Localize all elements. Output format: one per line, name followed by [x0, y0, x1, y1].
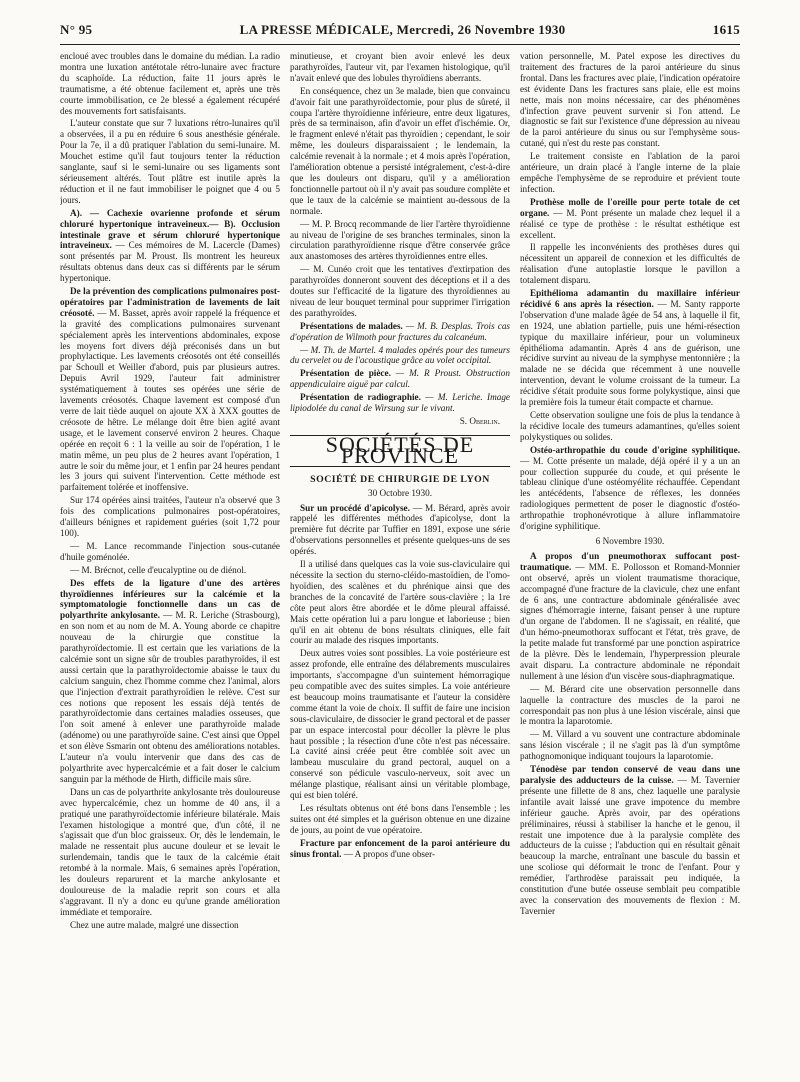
paragraph-heading: Epithélioma adamantin du maxillaire inférieur récidivé 6 ans après la résection.: [520, 288, 740, 309]
paragraph: [60, 208, 280, 284]
paragraph: L'auteur constate que sur 7 luxations rétro-lunaires qu'il a observées, il a pu en réduire 6 sous anesthésie générale. Pour la 7e, il a dû pratiquer l'ablation du semi-lunaire. M. Mouchet estime qu'il faut toujours tenter la réduction sanglante, sauf si le semi-lunaire ou ses ligaments sont sérieusement altérés. Tout plâtre est inutile après la réduction et il ne faut immobiliser le poignet que 4 ou 5 jours.: [60, 118, 280, 205]
paragraph: [290, 838, 510, 860]
paragraph: [520, 197, 740, 241]
paragraph: [520, 764, 740, 917]
paragraph-body: — M. Leriche. Image lipiodolée du canal de Wirsung sur le vivant.: [290, 392, 510, 414]
society-title: SOCIÉTÉ DE CHIRURGIE DE LYON: [310, 473, 490, 485]
paragraph: [60, 578, 280, 785]
paragraph-body: — M. B. Desplas. Trois cas d'opération de Wilmoth pour fractures du calcanéum.: [290, 320, 510, 342]
paragraph: Les résultats obtenus ont été bons dans l'ensemble ; les suites ont été simples et la guérison obtenue en une dizaine de jours, au point de vue opératoire.: [290, 803, 510, 835]
paragraph-heading: De la prévention des complications pulmonaires post-opératoires par l'administration de lavements de lait créosoté.: [60, 286, 280, 318]
paragraph: [520, 288, 740, 408]
paragraph: — M. Bérard cite une observation personnelle dans laquelle la contracture des muscles de la paroi ne correspondait pas non plus à une lésion viscérale, ainsi que le montra la laparotomie.: [520, 683, 740, 727]
paragraph-heading: Fracture par enfoncement de la paroi antérieure du sinus frontal.: [290, 837, 510, 859]
paragraph: Chez une autre malade, malgré une dissection: [70, 919, 239, 930]
paragraph: Il a utilisé dans quelques cas la voie sus-claviculaire qui nécessite la section du sterno-cléido-mastoïdien, de l'omo-hyoïdien, des scalènes et du phrénique ainsi que des branches de la concavité de l'artère sous-clavière ; la 1re côte peut alors être abordée et le dôme pleural affaissé. Mais cette opération lui a paru longue et laborieuse ; bien qu'il en ait obtenu de bons résultats cliniques, elle fait courir au malade des risques importants.: [290, 559, 510, 646]
paragraph: vation personnelle, M. Patel expose les directives du traitement des fractures de la paroi antérieure du sinus frontal. Dans les fractures avec plaie, l'indication opératoire est évidente Dans les fractures sans plaie, elle est moins nette, mais non moins nécessaire, car des phénomènes d'infection grave peuvent survenir si l'on attend. Le diagnostic se fait sur l'existence d'une dépression au niveau de la paroi antérieure du sinus ou sur l'emphysème sous-cutané, qui n'est du reste pas constant.: [520, 51, 740, 149]
paragraph: [520, 445, 740, 532]
paragraph-heading: Prothèse molle de l'oreille pour perte totale de cet organe.: [520, 196, 740, 218]
paragraph: — M. Villard a vu souvent une contracture abdominale sans lésion viscérale ; il ne s'agit pas là d'un symptôme pathognomonique indiquant toujours la laparotomie.: [520, 729, 740, 762]
paragraph: [290, 321, 510, 343]
paragraph: Il rappelle les inconvénients des prothèses dures qui nécessitent un appareil de connexion et les difficultés de réalisation d'une autoplastie lorsque le pavillon a totalement disparu.: [520, 242, 740, 286]
paragraph: encloué avec troubles dans le domaine du médian. La radio montra une luxation antétotale rétro-lunaire avec fracture du scaphoïde. La réduction, faite 11 jours après le traumatisme, a été obtenue facilement et, après une très courte immobilisation, ce 2e blessé a également récupéré des mouvements fort satisfaisants.: [60, 51, 280, 116]
running-head: [60, 22, 740, 45]
paragraph-body: — Ces mémoires de M. Lacercle (Dames) sont présentés par M. Proust. Ils montrent les heureux résultats obtenus dans deux cas si différents par le sérum hypertonique.: [60, 240, 280, 284]
author-signature: S. Oberlin.: [459, 416, 500, 426]
paragraph: Le traitement consiste en l'ablation de la paroi antérieure, un drain placé à l'angle interne de la plaie empêche l'emphysème de se reproduire et prévient toute infection.: [520, 151, 740, 194]
paragraph: [290, 345, 510, 367]
paragraph: Sur 174 opérées ainsi traitées, l'auteur n'a observé que 3 fois des complications pulmonaires post-opératoires, d'ailleurs bénignes et rapidement guéries (soit 1,72 pour 100).: [60, 495, 280, 538]
paragraph: Dans un cas de polyarthrite ankylosante très douloureuse avec hypercalcémie, chez un homme de 40 ans, il a pratiqué une parathyroïdectomie inférieure bilatérale. Mais l'examen histologique a montré que, d'un côté, il ne s'agissait que d'un bloc graisseux. Or, dès le lendemain, le malade ne ressentait plus aucune douleur et se levait le surlendemain, tandis que le taux de la calcémie était retombé à la normale. Mais, 6 semaines après l'opération, les douleurs reparurent et la marche ankylosante et douloureuse de la maladie reprit son cours et alla s'aggravant. Il n'y a donc eu qu'une grande amélioration immédiate et temporaire.: [60, 786, 280, 917]
paragraph-body: — M. Santy rapporte l'observation d'une malade âgée de 54 ans, à laquelle il fit, en 1924, une ablation partielle, puis une hémi-résection typique du maxillaire inférieur, pour un volumineux épithélioma adamantin. Après 4 ans de guérison, une récidive survint au niveau de la symphyse mentonnière ; la malade ne se décida que récemment à une nouvelle intervention, devant le volume croissant de la tumeur. La récidive s'était produite sous forme polykystique, ainsi que la première fois la tumeur était compacte et charnue.: [520, 298, 740, 408]
paragraph-body: — M. Pont présente un malade chez lequel il a réalisé ce type de prothèse : le résultat esthétique est excellent.: [520, 207, 740, 240]
paragraph: En conséquence, chez un 3e malade, bien que convaincu d'avoir fait une parathyroïdectomie, pour plus de sûreté, il coupa l'artère thyroïdienne inférieure, entre deux ligatures, près de sa terminaison, afin d'avoir un effet d'ischémie. Or, le fragment enlevé n'était pas thyroïdien ; cependant, le soir même, les douleurs disparaissaient ; le lendemain, la calcémie revenait à la normale ; et 4 mois après l'opération, l'amélioration obtenue a persisté intégralement, c'est-à-dire que les douleurs ont disparu, qu'il y a amélioration fonctionnelle partout où il n'y avait pas soudure complète et que le taux de la calcémie se maintient au-dessous de la normale.: [290, 85, 510, 216]
paragraph-heading: Présentation de pièce.: [300, 368, 391, 379]
paragraph-body: — M. Th. de Martel. 4 malades opérés pour des tumeurs du cervelet ou de l'acoustique grâce au volet occipital.: [290, 344, 510, 366]
paragraph-body: — MM. E. Pollosson et Romand-Monnier ont observé, après un violent traumatisme thoracique, accompagné d'une fracture de la clavicule, chez une enfant de 6 ans, une contracture abdominale généralisée avec signes d'hémorragie interne, faisant penser à une rupture d'un organe de l'abdomen. Il ne s'agissait, en réalité, que d'un hémo-pneumothorax suffocant et l'état, très grave, de la petite malade fut transformé par une ponction aspiratrice de la plèvre. Dès le lendemain, l'hyperpression pleurale avait disparu. La contracture abdominale ne répondait nullement à une lésion d'un viscère sous-diaphragmatique.: [520, 561, 740, 681]
paragraph: — M. Brécnot, celle d'eucalyptine ou de diénol.: [70, 564, 247, 575]
paragraph-body: — A propos d'une obser-: [341, 848, 435, 859]
paragraph-heading: Présentation de radiographie.: [300, 392, 421, 403]
paragraph-heading: Sur un procédé d'apicolyse.: [300, 502, 410, 513]
paragraph: — M. P. Brocq recommande de lier l'artère thyroïdienne au niveau de l'origine de ses branches terminales, sinon la circulation parathyroïdienne risque d'être conservée grâce aux anastomoses des artères thyroïdiennes entre elles.: [290, 218, 510, 262]
paragraph: [520, 551, 740, 682]
paragraph-body: — M. Cotte présente un malade, déjà opéré il y a un an pour collection suppurée du coude, et qui présente le tableau clinique d'une ostéomyélite réchauffée. Cependant les antécédents, l'absence de réflexes, les données radiologiques permettent de poser le diagnostic d'ostéo-arthropathie trophonévrotique à allure inflammatoire d'origine syphilitique.: [520, 455, 740, 532]
session-date: 6 Novembre 1930.: [595, 535, 665, 546]
paragraph-body: — M. Bérard, après avoir rappelé les différentes méthodes d'apicolyse, dont la première fut décrite par Tuffier en 1891, expose une série d'observations personnelles et présente quelques-uns de ses opérés.: [290, 502, 510, 557]
column-3: [520, 51, 740, 1081]
paragraph-heading: Ténodèse par tendon conservé de veau dans une paralysie des adducteurs de la cuisse.: [520, 764, 740, 785]
paragraph: [290, 503, 510, 558]
paragraph: — M. Lance recommande l'injection sous-cutanée d'huile goménolée.: [60, 540, 280, 562]
paragraph-heading: Ostéo-arthropathie du coude d'origine syphilitique.: [530, 444, 740, 455]
paragraph: [60, 286, 280, 493]
paragraph-body: — M. R Proust. Obstruction appendiculaire aiguë par calcul.: [290, 368, 510, 390]
page-number: 1615: [712, 22, 740, 37]
paragraph-heading: Des effets de la ligature d'une des artères thyroïdiennes inférieures sur la calcémie et la symptomatologie fonctionnelle dans un cas de polyarthrite ankylosante.: [60, 577, 280, 621]
paragraph-heading: A). — Cachexie ovarienne profonde et sérum chloruré hypertonique intraveineux.— B). Occlusion intestinale grave et sérum chloruré hypertonique intraveineux.: [60, 207, 280, 251]
column-1: [60, 51, 280, 1081]
columns: [60, 51, 740, 1081]
paragraph: Deux autres voies sont possibles. La voie postérieure est assez profonde, elle entraîne des délabrements musculaires importants, s'accompagne d'un suintement hémorragique peu compatible avec des suites simples. La voie antérieure est beaucoup moins traumatisante et l'auteur la considère comme étant la voie de choix. Il suffit de faire une incision sous-claviculaire, de dissocier le grand pectoral et de passer par un espace intercostal pour décoller la plèvre le plus haut possible ; la résection d'une côte n'est pas nécessaire. La cavité ainsi créée peut être comblée soit avec un lambeau musculaire du grand pectoral, auquel on a conservé son pédicule vasculo-nerveux, soit avec un mélange plastique, réalisant ainsi un véritable plombage, qui est bien toléré.: [290, 648, 510, 801]
paragraph: Cette observation souligne une fois de plus la tendance à la récidive locale des tumeurs adamantines, qu'elles soient polykystiques ou solides.: [520, 410, 740, 442]
paragraph-heading: Présentations de malades.: [300, 320, 403, 331]
session-date: 30 Octobre 1930.: [367, 487, 433, 498]
paragraph-body: — M. Basset, après avoir rappelé la fréquence et la gravité des complications pulmonaires survenant spécialement après les interventions abdominales, expose les moyens fort divers déjà préconisés dans un but prophylactique. Les lavements créosotés ont été conseillés par Schoull et Weiller d'abord, puis par plusieurs autres. Depuis Avril 1929, l'auteur fait administrer systématiquement à toutes ses opérées une série de lavements créosotés. Chaque lavement est composé d'un verre de lait tiède auquel on ajoute XX à XXX gouttes de créosote de hêtre. Le mélange doit être bien agité avant usage, et le lavement conservé environ 2 heures. Chaque opérée en reçoit 6 : 1 la veille au soir de l'opération, 1 le matin même, un peu plus de 2 heures avant l'opération, 1 autre le soir du même jour, et 1 enfin par 24 heures pendant les 3 jours qui suivent l'intervention. Cette méthode est parfaitement tolérée et inoffensive.: [60, 307, 280, 493]
paragraph-body: — M. R. Leriche (Strasbourg), en son nom et au nom de M. A. Young aborde ce chapitre nouveau de la chirurgie que constitue la parathyroïdectomie. Il est certain que les variations de la calcémie sont un signe sûr de troubles parathyroïdes, il est aussi certain que la parathyroïdectomie abaisse le taux du calcium sanguin, chez l'homme comme chez l'animal, alors que l'injection d'extrait parathyroïdien le relève. C'est sur ces notions que reposent les essais déjà tentés de parathyroïdectomie dans certaines maladies osseuses, que l'on soit amené à enlever une parathyroïde malade (adénome) ou une parathyroïde saine. C'est ainsi que Oppel et son élève Ssmarin ont obtenu des améliorations notables. L'auteur n'a voulu intervenir que dans des cas de polyarthrite avec hypercalcémie et a fait doser le calcium sanguin par la méthode de Hirth, difficile mais sûre.: [60, 610, 280, 784]
paragraph: minutieuse, et croyant bien avoir enlevé les deux parathyroïdes, l'auteur vit, par l'examen histologique, qu'il n'avait enlevé que des lobules thyroïdiens aberrants.: [290, 51, 510, 83]
paragraph: [290, 392, 510, 414]
issue-number: N° 95: [60, 22, 93, 37]
paragraph-heading: A propos d'un pneumothorax suffocant post-traumatique.: [520, 550, 740, 572]
paragraph-body: — M. Tavernier présente une fillette de 8 ans, chez laquelle une paralysie infantile avait laissé une grave impotence du membre inférieur gauche. Après avoir, par des opérations préliminaires, réussi à stabiliser la hanche et le genou, il restait une impotence due à la paralysie complète des adducteurs de la cuisse ; l'abduction qui en résultait gênait beaucoup la marche, entraînant une bascule du bassin et une scoliose qui déformait le tronc de l'enfant. Pour y remédier, l'arthrodèse paraissait peu indiquée, la constitution d'une butée osseuse semblait peu compatible avec la conservation des mouvements de flexion : M. Tavernier: [520, 775, 740, 916]
section-title: SOCIÉTÉS DE PROVINCE: [290, 435, 510, 467]
paragraph: — M. Cunéo croit que les tentatives d'extirpation des parathyroïdes donneront souvent des déceptions et il a des doutes sur l'efficacité de la ligature des thyroïdiennes au niveau de leur bouquet terminal pour supprimer l'irrigation des parathyroïdes.: [290, 264, 510, 318]
paragraph: [290, 368, 510, 390]
journal-title: LA PRESSE MÉDICALE, Mercredi, 26 Novembre 1930: [239, 22, 566, 37]
column-2: [290, 51, 510, 1081]
